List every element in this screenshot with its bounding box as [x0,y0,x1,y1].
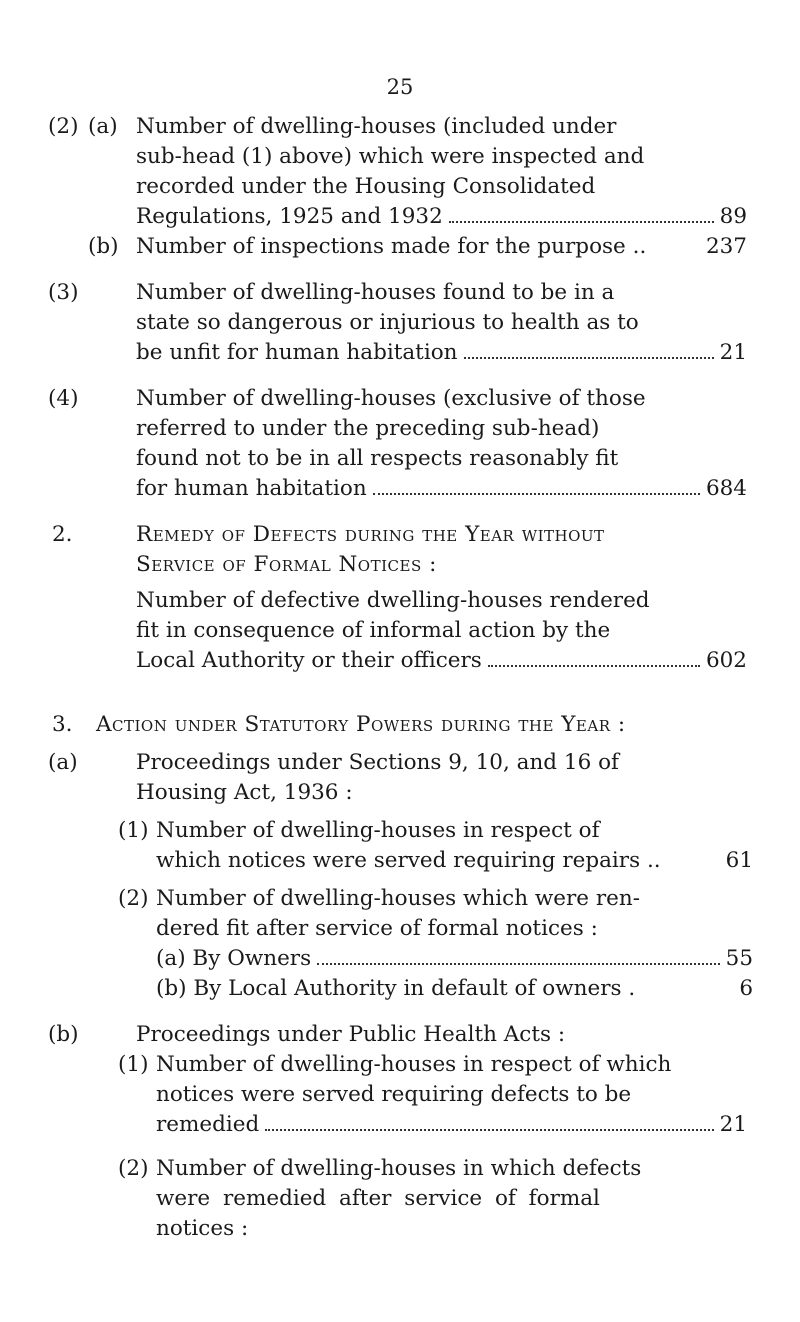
section-3a-2a-row [156,944,753,974]
section-3b-heading: Proceedings under Public Health Acts : [136,1022,566,1047]
item-2a-last-line: Regulations, 1925 and 1932 [136,204,443,229]
item-3-total-row [136,338,747,368]
item-2b-label: (b) [88,234,119,259]
item-2b-text: Number of inspections made for the purpose .. [136,234,647,259]
item-2-label: (2) [48,114,79,139]
dot-leader [373,493,700,495]
section-3a-2-label: (2) [118,886,149,911]
section-2-line-2: fit in consequence of informal action by the [136,618,611,643]
section-2-last-line: Local Authority or their officers [136,648,482,673]
section-3a-2a-value: 55 [725,946,753,971]
item-3-line-2: state so dangerous or injurious to health as to [136,310,639,335]
section-3b-2-line-1: Number of dwelling-houses in which defects [156,1156,642,1181]
section-3a-2b-row [156,974,753,1004]
section-3b-1-line-2: notices were served requiring defects to be [156,1082,632,1107]
section-3a-label: (a) [48,750,78,775]
item-4-line-2: referred to under the preceding sub-head) [136,416,600,441]
dot-leader [265,1129,713,1131]
section-3a-1-value: 61 [725,848,753,873]
section-3a-line-1: Proceedings under Sections 9, 10, and 16 of [136,750,619,775]
section-3a-2b-value: 6 [739,976,753,1001]
section-2-heading-2: Service of Formal Notices : [136,552,437,577]
section-3a-2-line-2: dered fit after service of formal notices : [156,916,598,941]
page-number: 25 [386,75,414,99]
item-3-label: (3) [48,280,79,305]
section-2-total-row [136,646,747,676]
item-2a-label: (a) [88,114,118,139]
item-3-last-line: be unfit for human habitation [136,340,458,365]
section-3b-1-value: 21 [719,1112,747,1137]
item-4-line-1: Number of dwelling-houses (exclusive of those [136,386,646,411]
section-3a-1-label: (1) [118,818,149,843]
item-4-label: (4) [48,386,79,411]
section-3b-1-last-line: remedied [156,1112,260,1137]
section-3-heading: Action under Statutory Powers during the Year : [96,712,626,737]
item-2b-total-row [136,232,747,262]
section-3a-1-line-1: Number of dwelling-houses in respect of [156,818,600,843]
item-4-value: 684 [705,476,747,501]
section-3a-2b-text: (b) By Local Authority in default of owners . [156,976,636,1001]
section-2-line-1: Number of defective dwelling-houses rendered [136,588,650,613]
item-2b-value: 237 [705,234,747,259]
item-2a-value: 89 [719,204,747,229]
section-3b-label: (b) [48,1022,79,1047]
section-3-label: 3. [52,712,73,737]
dot-leader [449,221,714,223]
section-3b-1-total-row [156,1110,747,1140]
section-3b-1-label: (1) [118,1052,149,1077]
section-3b-2-label: (2) [118,1156,149,1181]
dot-leader [464,357,714,359]
item-4-line-3: found not to be in all respects reasonably fit [136,446,619,471]
section-3b-1-line-1: Number of dwelling-houses in respect of which [156,1052,672,1077]
section-2-heading-1: Remedy of Defects during the Year without [136,522,605,547]
section-2-label: 2. [52,522,73,547]
section-3a-2-line-1: Number of dwelling-houses which were ren- [156,886,640,911]
section-3a-1-total-row [156,846,753,876]
item-2a-line-2: sub-head (1) above) which were inspected and [136,144,645,169]
section-3a-2a-text: (a) By Owners [156,946,312,971]
dot-leader [488,665,700,667]
section-3b-2-line-3: notices : [156,1216,249,1241]
dot-leader [317,963,720,965]
item-2a-total-row [136,202,747,232]
item-4-total-row [136,474,747,504]
item-4-last-line: for human habitation [136,476,367,501]
item-2a-line-1: Number of dwelling-houses (included under [136,114,617,139]
section-3a-line-2: Housing Act, 1936 : [136,780,353,805]
item-3-value: 21 [719,340,747,365]
item-2a-line-3: recorded under the Housing Consolidated [136,174,596,199]
section-3a-1-last-line: which notices were served requiring repairs .. [156,848,661,873]
section-3b-2-line-2: were remedied after service of formal [156,1186,600,1211]
item-3-line-1: Number of dwelling-houses found to be in a [136,280,615,305]
section-2-value: 602 [705,648,747,673]
